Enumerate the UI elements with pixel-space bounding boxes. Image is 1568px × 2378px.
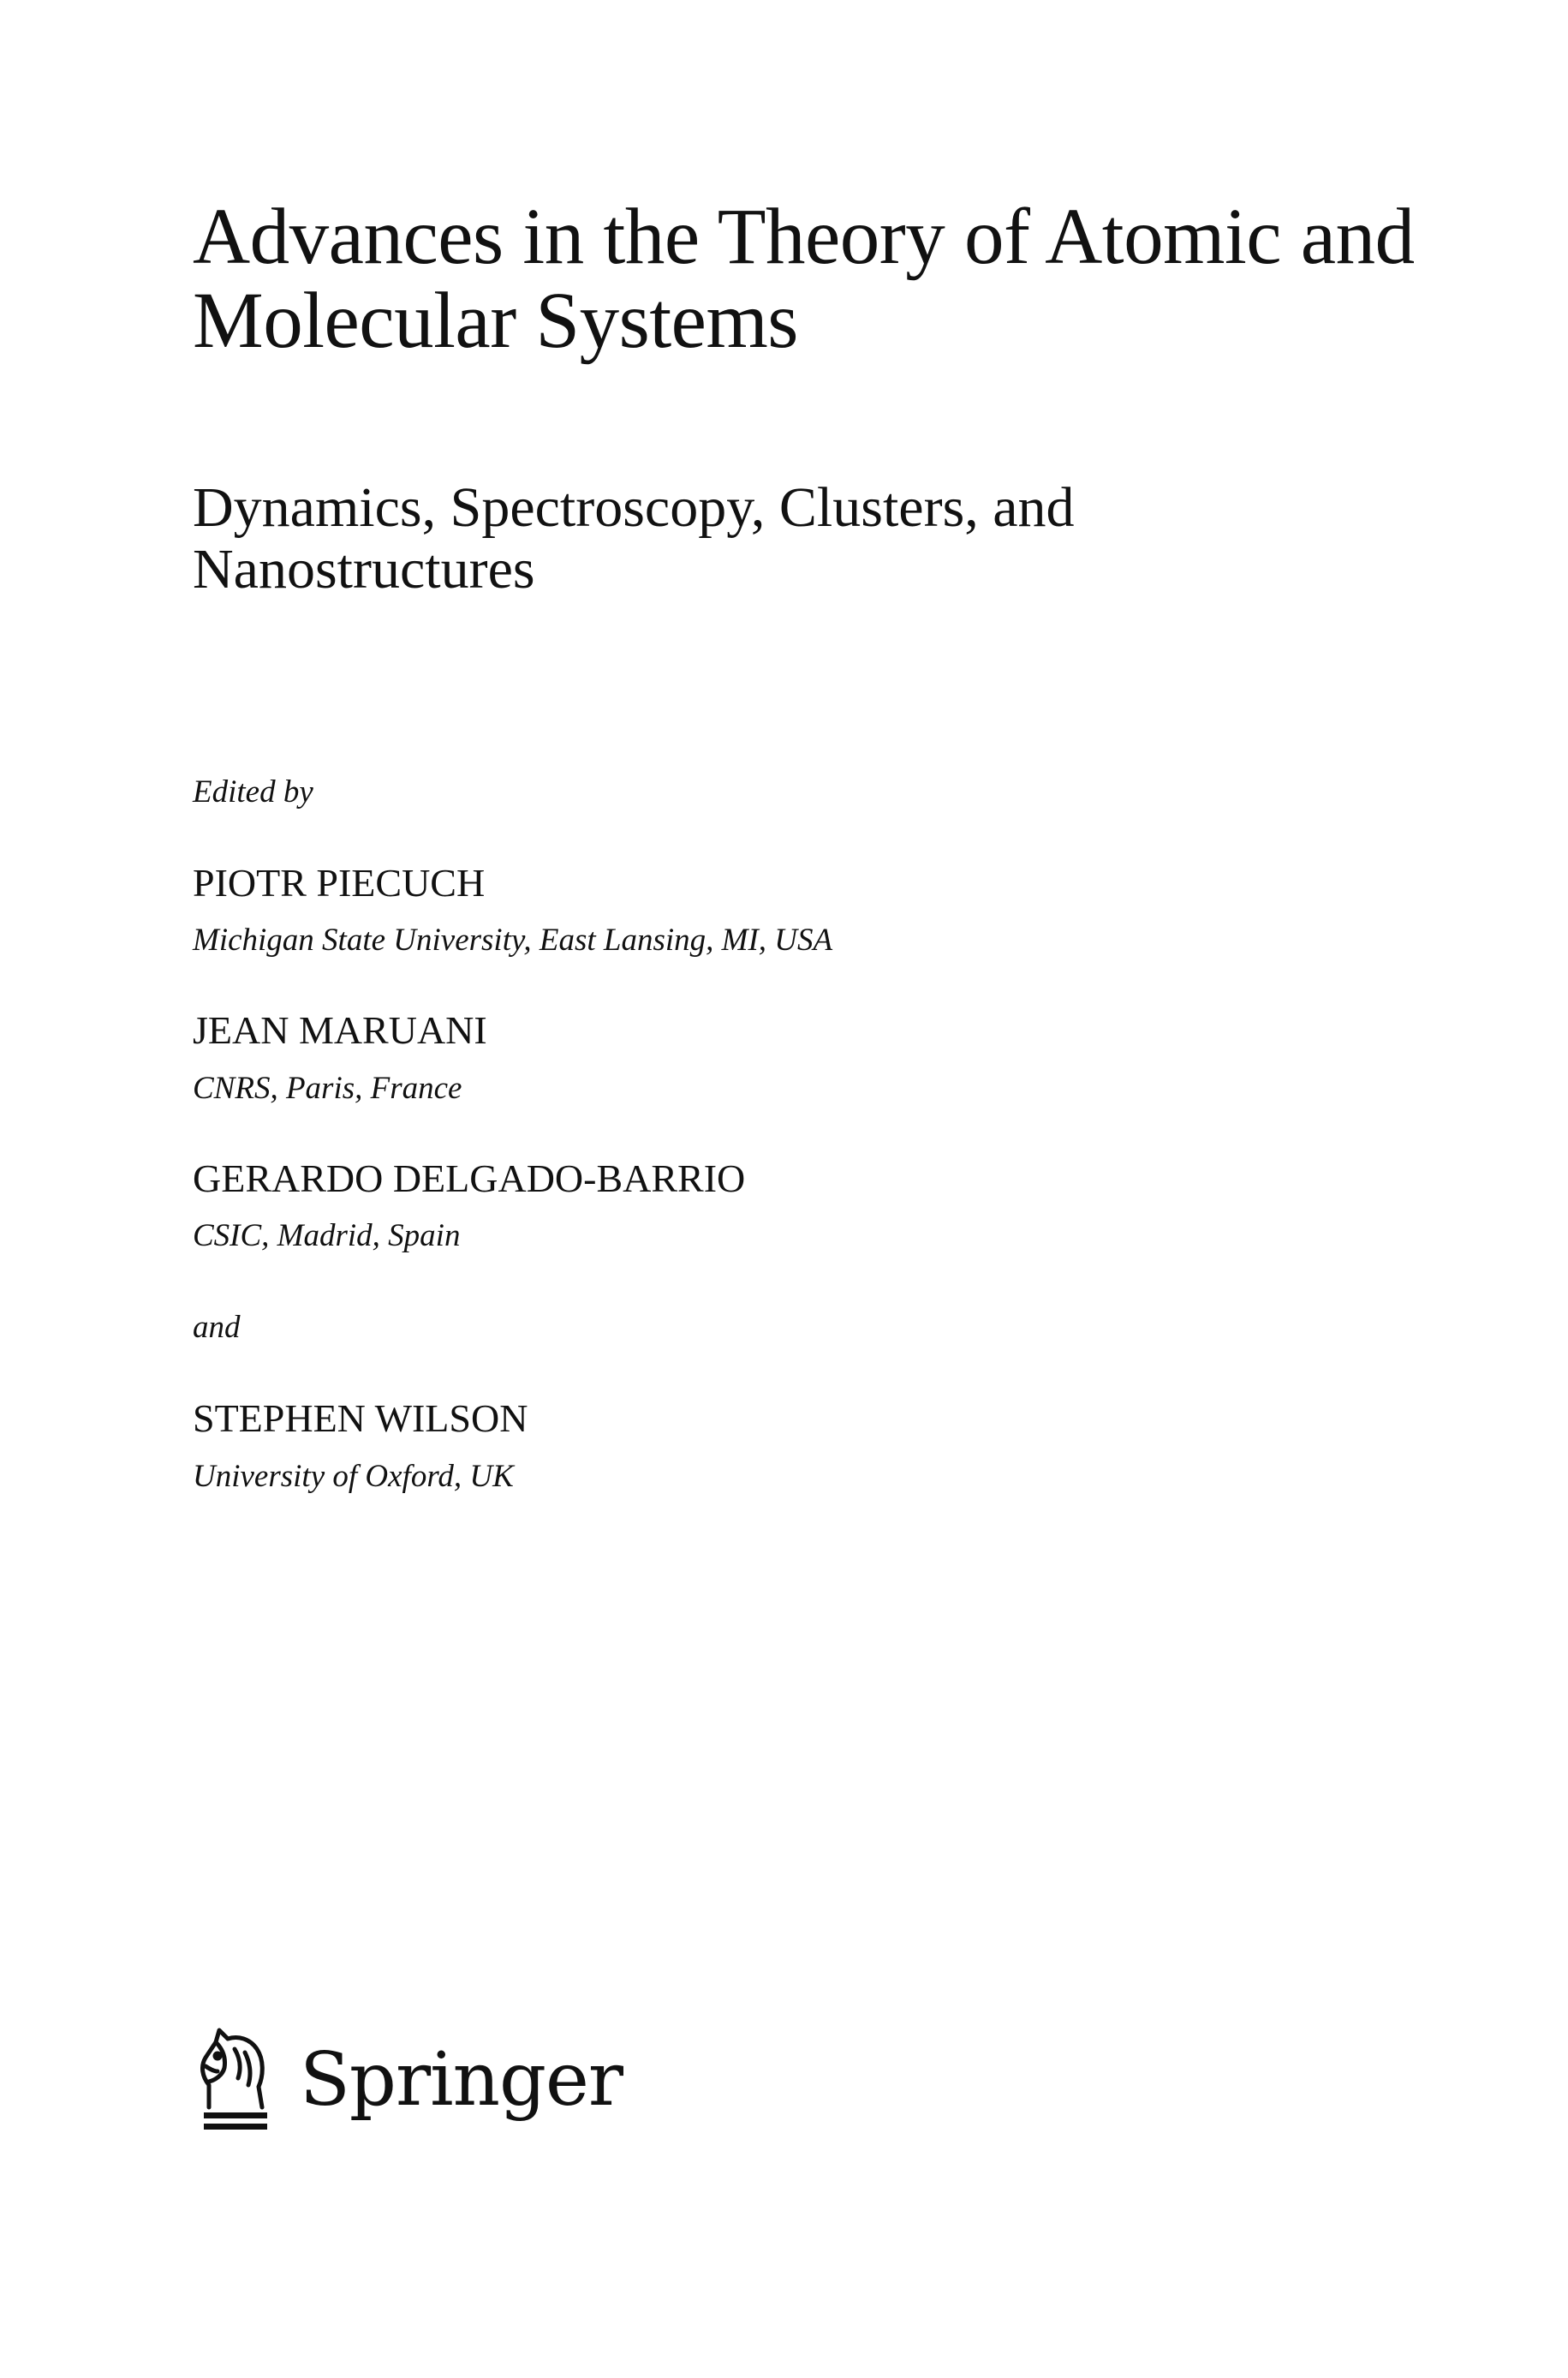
editor-affiliation: University of Oxford, UK bbox=[193, 1459, 514, 1494]
editor-name: STEPHEN WILSON bbox=[193, 1396, 528, 1440]
editor-name: JEAN MARUANI bbox=[193, 1008, 487, 1052]
conjunction-and: and bbox=[193, 1310, 241, 1345]
editor-name: PIOTR PIECUCH bbox=[193, 861, 486, 905]
editor-affiliation: Michigan State University, East Lansing, MI, USA bbox=[193, 923, 833, 958]
springer-knight-logo-icon bbox=[190, 2023, 283, 2133]
editor-affiliation: CNRS, Paris, France bbox=[193, 1071, 462, 1106]
edited-by-label: Edited by bbox=[193, 774, 313, 810]
publisher-imprint bbox=[190, 2023, 623, 2143]
editor-name: GERARDO DELGADO-BARRIO bbox=[193, 1156, 746, 1200]
book-title: Advances in the Theory of Atomic and Molecular Systems bbox=[193, 193, 1415, 365]
editor-affiliation: CSIC, Madrid, Spain bbox=[193, 1218, 461, 1253]
publisher-name: Springer bbox=[300, 2037, 623, 2123]
book-subtitle: Dynamics, Spectroscopy, Clusters, and Nanostructures bbox=[193, 476, 1075, 600]
